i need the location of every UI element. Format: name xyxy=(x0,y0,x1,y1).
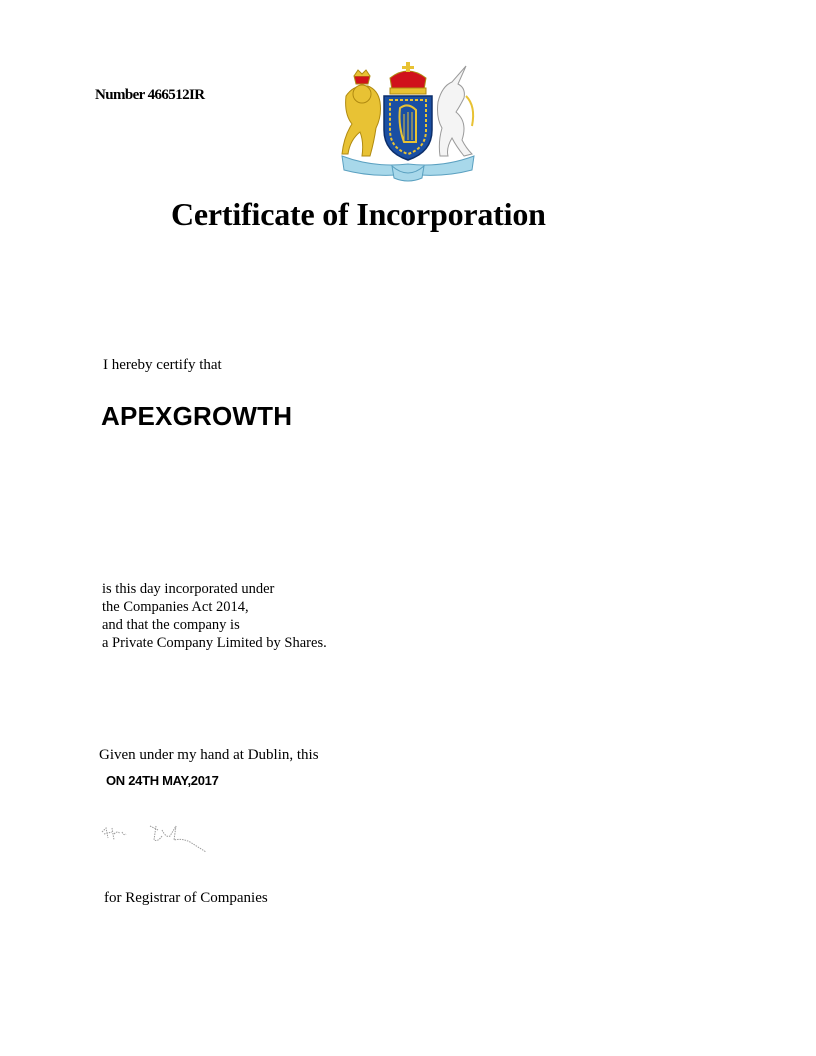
incorporation-statement xyxy=(102,580,327,652)
given-under-hand-text: Given under my hand at Dublin, this xyxy=(99,747,319,763)
certify-text: I hereby certify that xyxy=(103,357,222,373)
company-name: APEXGROWTH xyxy=(101,401,293,431)
incorporation-date: ON 24TH MAY,2017 xyxy=(106,773,219,788)
statement-line: a Private Company Limited by Shares. xyxy=(102,635,327,651)
statement-line: and that the company is xyxy=(102,617,240,633)
coat-of-arms-icon xyxy=(334,56,482,182)
certificate-title: Certificate of Incorporation xyxy=(171,196,546,232)
statement-line: is this day incorporated under xyxy=(102,581,275,597)
statement-line: the Companies Act 2014, xyxy=(102,599,249,615)
signature-icon xyxy=(98,820,218,860)
certificate-number: Number 466512IR xyxy=(95,87,205,103)
registrar-text: for Registrar of Companies xyxy=(104,890,268,906)
